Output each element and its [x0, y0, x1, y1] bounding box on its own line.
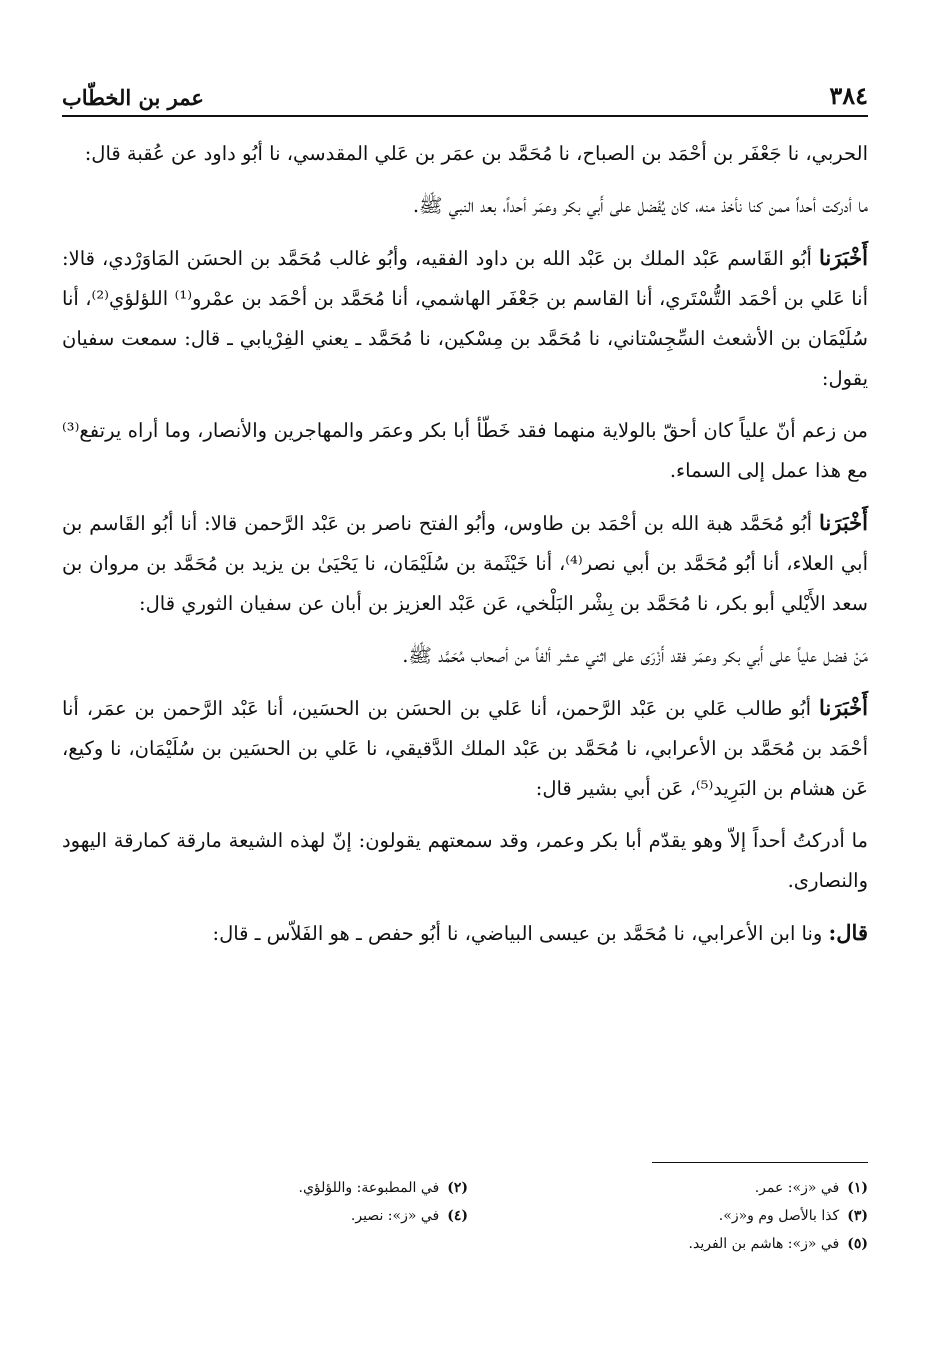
footnote-1	[468, 1174, 868, 1202]
paragraph-5	[62, 503, 868, 624]
paragraph-3	[62, 238, 868, 399]
footnote-5	[468, 1230, 868, 1258]
paragraph-3-lead: أَخْبَرَنا	[819, 245, 868, 270]
paragraph-8	[62, 821, 868, 901]
footnote-number: (٣)	[847, 1208, 868, 1224]
footnote-row	[62, 1174, 868, 1202]
footnote-text: في «ز»: نصير.	[350, 1208, 440, 1224]
paragraph-5-text: أبُو مُحَمَّد هبة الله بن أحْمَد بن طاوس، وأبُو الفتح ناصر بن عَبْد الرَّحمن قالا: أنا أبُو القَاسم بن أبي العلاء، أنا أبُو مُحَمَّد بن أبي نصر⁽⁴⁾، أنا خَيْثَمة بن سُلَيْمَان، نا يَحْيَىٰ بن يزيد بن مُحَمَّد بن مروان بن سعد الأَيْلي أبو بكر، نا مُحَمَّد بن بِشْر البَلْخي، عَن عَبْد العزيز بن أبان عن سفيان الثوري قال:	[62, 512, 868, 615]
paragraph-2	[62, 186, 868, 226]
footnote-text: كذا بالأصل وم و«ز».	[718, 1208, 840, 1224]
footnote-2	[68, 1174, 468, 1202]
footnotes	[62, 1174, 868, 1258]
paragraph-1	[62, 134, 868, 174]
footnote-3	[468, 1202, 868, 1230]
paragraph-1-text: الحربي، نا جَعْفَر بن أحْمَد بن الصباح، نا مُحَمَّد بن عمَر بن عَلي المقدسي، نا أبُو داود عن عُقبة قال:	[84, 142, 868, 165]
paragraph-7-lead: أَخْبَرَنا	[819, 695, 868, 720]
footnote-number: (١)	[847, 1180, 868, 1196]
running-title: عمر بن الخطّاب	[62, 85, 204, 110]
page-number: ٣٨٤	[829, 81, 868, 110]
paragraph-9-text: ونا ابن الأعرابي، نا مُحَمَّد بن عيسى البياضي، نا أبُو حفص ـ هو الفَلاّس ـ قال:	[212, 922, 823, 945]
page-header	[62, 70, 868, 110]
footnote-number: (٢)	[447, 1180, 468, 1196]
footnote-number: (٥)	[847, 1236, 868, 1252]
paragraph-4	[62, 411, 868, 491]
footnote-text: في «ز»: هاشم بن الفريد.	[688, 1236, 840, 1252]
paragraph-2-text: ما أدركت أحداً ممن كنا نأخذ منه، كان يُفَضل على أَبي بكر وعمَر أحداً، بعد النبي ﷺ.	[412, 194, 868, 217]
paragraph-6	[62, 636, 868, 676]
paragraph-9	[62, 913, 868, 954]
paragraph-4-text: من زعم أنّ علياً كان أحقّ بالولاية منهما فقد خَطّأ أبا بكر وعمَر والمهاجرين والأنصار، وما أراه يرتفع⁽³⁾ مع هذا عمل إلى السماء.	[62, 419, 868, 482]
footnote-rule	[652, 1162, 868, 1163]
paragraph-7	[62, 688, 868, 809]
footnote-row	[62, 1202, 868, 1230]
main-text	[62, 134, 868, 966]
paragraph-6-text: مَنْ فضل علياً على أَبي بكر وعمَر فقد أَزْرَى على اثني عشر ألفاً من أصحاب مُحَمَّد ﷺ.	[402, 644, 868, 667]
header-rule	[62, 115, 868, 117]
footnote-text: في المطبوعة: واللؤلؤي.	[298, 1180, 440, 1196]
paragraph-3-text: أبُو القَاسم عَبْد الملك بن عَبْد الله بن داود الفقيه، وأبُو غالب مُحَمَّد بن الحسَن المَاوَرْدي، قالا: أنا عَلي بن أحْمَد التُّسْتَري، أنا القاسم بن جَعْفَر الهاشمي، أنا مُحَمَّد بن أحْمَد بن عمْرو⁽¹⁾ اللؤلؤي⁽²⁾، أنا سُلَيْمَان بن الأشعث السِّجِسْتاني، نا مُحَمَّد بن مِسْكين، نا مُحَمَّد ـ يعني الفِرْيابي ـ قال: سمعت سفيان يقول:	[62, 247, 868, 390]
footnote-number: (٤)	[447, 1208, 468, 1224]
footnote-text: في «ز»: عمر.	[754, 1180, 840, 1196]
footnote-row	[62, 1230, 868, 1258]
paragraph-7-text: أبُو طالب عَلي بن عَبْد الرَّحمن، أنا عَلي بن الحسَن بن الحسَين، أنا عَبْد الرَّحمن بن عمَر، أنا أحْمَد بن مُحَمَّد بن الأعرابي، نا مُحَمَّد بن عَبْد الملك الدَّقيقي، نا عَلي بن الحسَين بن سُلَيْمَان، نا وكيع، عَن هشام بن البَرِيد⁽⁵⁾، عَن أبي بشير قال:	[62, 697, 868, 800]
paragraph-8-text: ما أدركتُ أحداً إلاّ وهو يقدّم أبا بكر وعمر، وقد سمعتهم يقولون: إنّ لهذه الشيعة مارقة كمارقة اليهود والنصارى.	[62, 829, 868, 892]
paragraph-5-lead: أَخْبَرَنا	[819, 510, 868, 535]
footnote-4	[68, 1202, 468, 1230]
paragraph-9-lead: قال:	[828, 920, 868, 945]
